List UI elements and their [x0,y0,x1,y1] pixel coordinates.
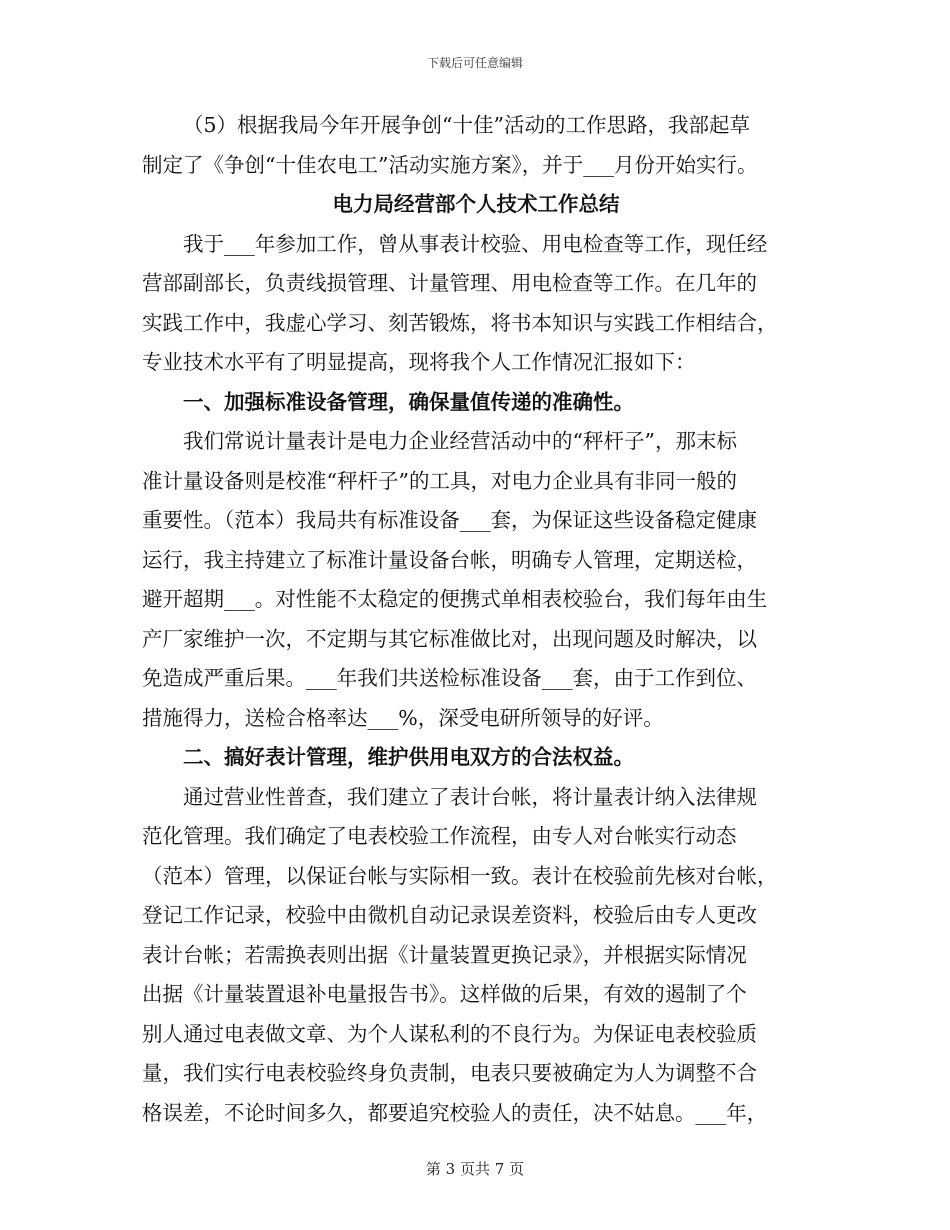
paragraph-line: 运行，我主持建立了标准计量设备台帐，明确专人管理，定期送检， [142,547,757,572]
paragraph-line: 营部副部长，负责线损管理、计量管理、用电检查等工作。在几年的 [142,271,757,295]
paragraph-line: 通过营业性普查，我们建立了表计台帐，将计量表计纳入法律规 [183,784,757,809]
paragraph-line: 免造成严重后果。___年我们共送检标准设备___套，由于工作到位、 [142,666,757,690]
paragraph-line: 出据《计量装置退补电量报告书》。这样做的后果，有效的遏制了个 [142,982,747,1006]
paragraph-line: （5）根据我局今年开展争创“十佳”活动的工作思路，我部起草 [183,113,751,137]
document-title: 电力局经营部个人技术工作总结 [332,192,620,216]
paragraph-line: 专业技术水平有了明显提高，现将我个人工作情况汇报如下： [142,350,696,374]
document-body [142,106,810,1133]
paragraph-line: 产厂家维护一次，不定期与其它标准做比对，出现问题及时解决，以 [142,626,757,651]
page-number: 第 3 页共 7 页 [425,1160,525,1178]
paragraph-line: 范化管理。我们确定了电表校验工作流程，由专人对台帐实行动态 [142,824,737,848]
paragraph-line: 重要性。（范本）我局共有标准设备___套，为保证这些设备稳定健康 [142,508,757,532]
paragraph-line: 准计量设备则是校准“秤杆子”的工具，对电力企业具有非同一般的 [142,468,737,493]
paragraph-line: 登记工作记录，校验中由微机自动记录误差资料，校验后由专人更改 [142,903,757,927]
section-heading: 一、加强标准设备管理，确保量值传递的准确性。 [183,389,634,414]
paragraph-line: 措施得力，送检合格率达___%，深受电研所领导的好评。 [142,705,664,730]
paragraph-line: 表计台帐；若需换表则出据《计量装置更换记录》，并根据实际情况 [142,942,747,967]
paragraph-line: 别人通过电表做文章、为个人谋私利的不良行为。为保证电表校验质 [142,1021,757,1046]
page-header: 下载后可任意编辑 [426,56,523,70]
paragraph-line: 避开超期___。对性能不太稳定的便携式单相表校验台，我们每年由生 [142,587,768,611]
section-heading: 二、搞好表计管理，维护供用电双方的合法权益。 [183,745,634,769]
paragraph-line: 我于___年参加工作，曾从事表计校验、用电检查等工作，现任经 [183,231,768,256]
paragraph-line: （范本）管理，以保证台帐与实际相一致。表计在校验前先核对台帐， [142,863,778,888]
paragraph-line: 我们常说计量表计是电力企业经营活动中的“秤杆子”，那末标 [183,429,737,453]
paragraph-line: 量，我们实行电表校验终身负责制，电表只要被确定为人为调整不合 [142,1061,757,1085]
paragraph-line: 格误差，不论时间多久，都要追究校验人的责任，决不姑息。___年， [142,1100,768,1125]
paragraph-line: 实践工作中，我虚心学习、刻苦锻炼，将书本知识与实践工作相结合， [142,310,778,335]
paragraph-line: 制定了《争创“十佳农电工”活动实施方案》，并于___月份开始实行。 [142,152,758,177]
